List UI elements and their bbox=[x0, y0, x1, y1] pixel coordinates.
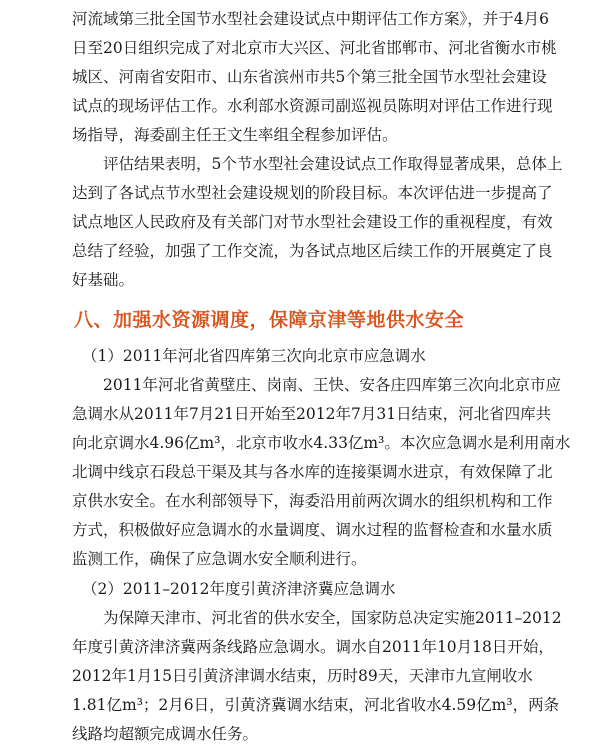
paragraph-yellow-river-transfer bbox=[72, 604, 560, 749]
text-line: 急调水从2011年7月21日开始至2012年7月31日结束，河北省四库共 bbox=[72, 405, 552, 423]
paragraph-evaluation-plan bbox=[72, 5, 560, 150]
subheading-emergency-transfer-beijing: （1）2011年河北省四库第三次向北京市应急调水 bbox=[82, 347, 426, 365]
subheading-yellow-river-transfer: （2）2011–2012年度引黄济津济冀应急调水 bbox=[82, 580, 396, 598]
text-line: 评估结果表明，5个节水型社会建设试点工作取得显著成果，总体上 bbox=[103, 155, 563, 173]
text-line: 京供水安全。在水利部领导下，海委沿用前两次调水的组织机构和工作 bbox=[72, 492, 553, 510]
section-heading: 八、加强水资源调度，保障京津等地供水安全 bbox=[74, 309, 465, 331]
text-line: 试点地区人民政府及有关部门对节水型社会建设工作的重视程度，有效 bbox=[72, 213, 553, 231]
text-line: 达到了各试点节水型社会建设规划的阶段目标。本次评估进一步提高了 bbox=[72, 184, 553, 202]
text-line: 为保障天津市、河北省的供水安全，国家防总决定实施2011–2012 bbox=[103, 609, 562, 627]
text-line: 场指导，海委副主任王文生率组全程参加评估。 bbox=[72, 126, 398, 144]
text-line: 城区、河南省安阳市、山东省滨州市共5个第三批全国节水型社会建设 bbox=[72, 68, 547, 86]
text-line: 好基础。 bbox=[72, 271, 135, 289]
text-line: 方式，积极做好应急调水的水量调度、调水过程的监督检查和水量水质 bbox=[72, 521, 553, 539]
text-line: 日至20日组织完成了对北京市大兴区、河北省邯郸市、河北省衡水市桃 bbox=[72, 39, 557, 57]
text-line: 2011年河北省黄壁庄、岗南、王快、安各庄四库第三次向北京市应 bbox=[103, 376, 561, 394]
text-line: 年度引黄济津济冀两条线路应急调水。调水自2011年10月18日开始， bbox=[72, 638, 554, 656]
text-line: 向北京调水4.96亿m³，北京市收水4.33亿m³。本次应急调水是利用南水 bbox=[72, 434, 571, 452]
text-line: 2012年1月15日引黄济津调水结束，历时89天，天津市九宣闸收水 bbox=[72, 667, 533, 685]
text-line: 河流域第三批全国节水型社会建设试点中期评估工作方案》，并于4月6 bbox=[72, 10, 549, 28]
text-line: 1.81亿m³；2月6日，引黄济冀调水结束，河北省收水4.59亿m³，两条 bbox=[72, 696, 560, 714]
text-line: 北调中线京石段总干渠及其与各水库的连接渠调水进京，有效保障了北 bbox=[72, 463, 553, 481]
paragraph-evaluation-results bbox=[72, 150, 563, 295]
text-line: 总结了经验，加强了工作交流，为各试点地区后续工作的开展奠定了良 bbox=[72, 242, 553, 260]
text-line: 监测工作，确保了应急调水安全顺利进行。 bbox=[72, 550, 367, 568]
paragraph-beijing-transfer bbox=[72, 371, 571, 574]
text-line: 试点的现场评估工作。水利部水资源司副巡视员陈明对评估工作进行现 bbox=[72, 97, 553, 115]
text-line: 线路均超额完成调水任务。 bbox=[72, 725, 259, 743]
